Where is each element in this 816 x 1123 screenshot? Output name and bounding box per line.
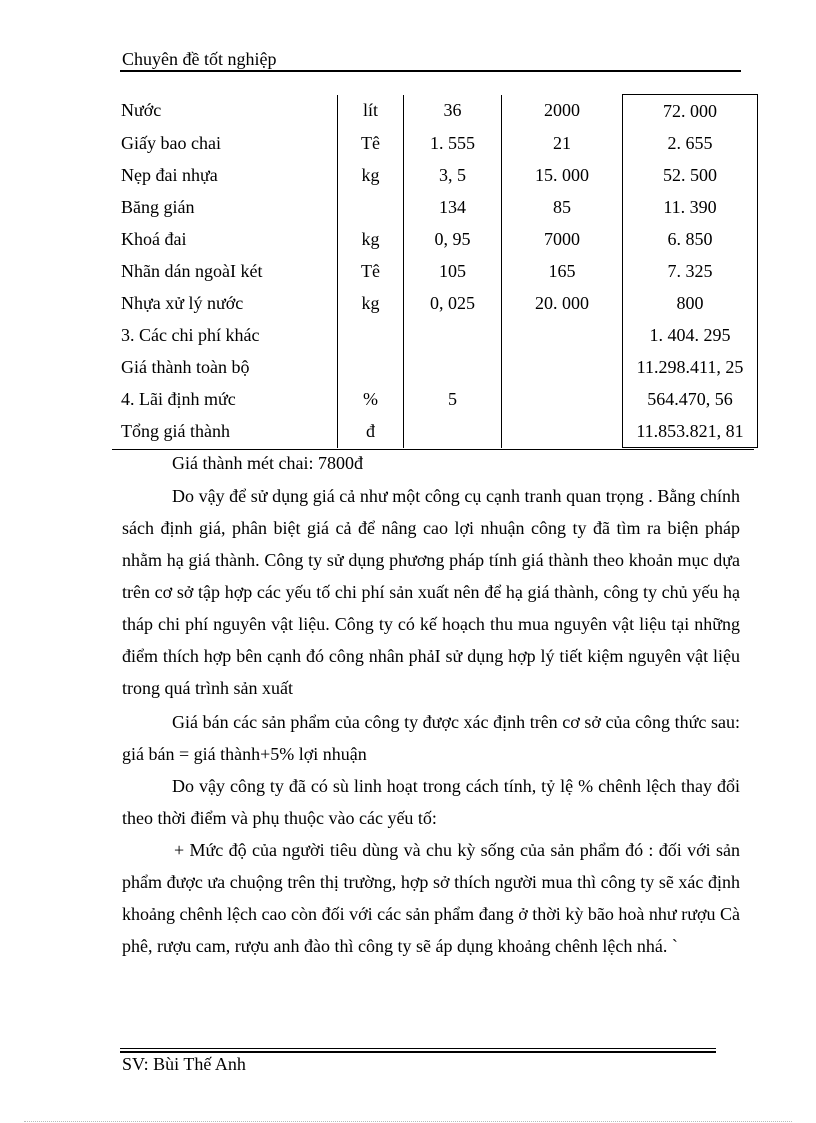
- table-row: [112, 223, 758, 255]
- item-unit: kg: [338, 223, 404, 255]
- cost-table: [112, 94, 758, 448]
- table-row: [112, 255, 758, 287]
- table-row: [112, 95, 758, 128]
- item-total: 11.298.411, 25: [623, 351, 758, 383]
- item-unit: [338, 319, 404, 351]
- item-name: Nước: [121, 100, 162, 121]
- item-name: Nhãn dán ngoàI két: [121, 260, 263, 281]
- item-name: Giá thành toàn bộ: [121, 356, 250, 377]
- item-price: 21: [502, 127, 623, 159]
- page-bottom-dotted-line: [24, 1121, 792, 1122]
- item-price: 85: [502, 191, 623, 223]
- item-price: [502, 319, 623, 351]
- item-price: 15. 000: [502, 159, 623, 191]
- table-row: [112, 287, 758, 319]
- item-total: 72. 000: [623, 95, 758, 128]
- paragraph-flexibility: Do vậy công ty đã có sù linh hoạt trong cách tính, tỷ lệ % chênh lệch thay đổi theo thời điểm và phụ thuộc vào các yếu tố:: [122, 776, 740, 828]
- price-caption: Giá thành mét chai: 7800đ: [172, 453, 363, 473]
- header-rule: [120, 70, 741, 72]
- item-qty: 0, 95: [404, 223, 502, 255]
- item-qty: 134: [404, 191, 502, 223]
- item-total: 11.853.821, 81: [623, 415, 758, 448]
- item-qty: 105: [404, 255, 502, 287]
- table-row: [112, 319, 758, 351]
- footer-author: SV: Bùi Thế Anh: [122, 1054, 246, 1074]
- item-price: [502, 351, 623, 383]
- paragraph-price-formula: Giá bán các sản phẩm của công ty được xác định trên cơ sở của công thức sau: giá bán = giá thành+5% lợi nhuận: [122, 712, 740, 764]
- item-unit: kg: [338, 287, 404, 319]
- item-unit: đ: [338, 415, 404, 448]
- item-price: 20. 000: [502, 287, 623, 319]
- table-row: [112, 127, 758, 159]
- item-total: 7. 325: [623, 255, 758, 287]
- table-row: [112, 415, 758, 448]
- item-name: Nẹp đai nhựa: [121, 164, 218, 185]
- item-name: Nhựa xử lý nước: [121, 292, 244, 313]
- item-total: 1. 404. 295: [623, 319, 758, 351]
- footer-rule-thick: [120, 1051, 716, 1053]
- item-price: 2000: [502, 95, 623, 128]
- item-price: 7000: [502, 223, 623, 255]
- item-qty: 5: [404, 383, 502, 415]
- item-qty: [404, 415, 502, 448]
- item-name: 4. Lãi định mức: [121, 388, 236, 409]
- item-name: Băng gián: [121, 196, 195, 217]
- table-row: [112, 159, 758, 191]
- item-name: Tổng giá thành: [121, 420, 230, 441]
- page-header-title: Chuyên đề tốt nghiệp: [122, 49, 277, 69]
- item-name: Khoá đai: [121, 228, 187, 249]
- table-row: [112, 351, 758, 383]
- item-total: 564.470, 56: [623, 383, 758, 415]
- item-total: 11. 390: [623, 191, 758, 223]
- item-qty: 36: [404, 95, 502, 128]
- item-unit: Tê: [338, 255, 404, 287]
- item-name: 3. Các chi phí khác: [121, 324, 260, 345]
- item-price: [502, 415, 623, 448]
- table-row: [112, 191, 758, 223]
- item-qty: [404, 351, 502, 383]
- item-total: 800: [623, 287, 758, 319]
- item-unit: [338, 351, 404, 383]
- item-unit: kg: [338, 159, 404, 191]
- item-total: 6. 850: [623, 223, 758, 255]
- paragraph-consumer-factor: + Mức độ của người tiêu dùng và chu kỳ sống của sản phẩm đó : đối với sản phẩm được ưa chuộng trên thị trường, hợp sở thích người mua thì công ty sẽ xác định khoảng chênh lệch cao còn đối với các sản phẩm đang ở thời kỳ bão hoà như rượu Cà phê, rượu cam, rượu anh đào thì công ty sẽ áp dụng khoảng chênh lệch nhá. `: [122, 840, 740, 956]
- item-price: [502, 383, 623, 415]
- item-name: Giấy bao chai: [121, 132, 221, 153]
- item-unit: %: [338, 383, 404, 415]
- item-qty: [404, 319, 502, 351]
- item-price: 165: [502, 255, 623, 287]
- item-total: 52. 500: [623, 159, 758, 191]
- item-qty: 0, 025: [404, 287, 502, 319]
- item-unit: lít: [338, 95, 404, 128]
- item-qty: 3, 5: [404, 159, 502, 191]
- item-unit: [338, 191, 404, 223]
- footer-rule-thin: [120, 1048, 716, 1049]
- item-total: 2. 655: [623, 127, 758, 159]
- item-qty: 1. 555: [404, 127, 502, 159]
- item-unit: Tê: [338, 127, 404, 159]
- table-row: [112, 383, 758, 415]
- paragraph-pricing-strategy: Do vậy để sử dụng giá cả như một công cụ cạnh tranh quan trọng . Bằng chính sách định giá, phân biệt giá cả để nâng cao lợi nhuận công ty đã tìm ra biện pháp nhằm hạ giá thành. Công ty sử dụng phương pháp tính giá thành theo khoản mục dựa trên cơ sở tập hợp các yếu tố chi phí sản xuất nên để hạ giá thành, công ty chủ yếu hạ tháp chi phí nguyên vật liệu. Công ty có kế hoạch thu mua nguyên vật liệu tại những điểm thích hợp bên cạnh đó công nhân phảI sử dụng hợp lý tiết kiệm nguyên vật liệu trong quá trình sản xuất: [122, 486, 740, 698]
- table-bottom-rule: [112, 449, 754, 450]
